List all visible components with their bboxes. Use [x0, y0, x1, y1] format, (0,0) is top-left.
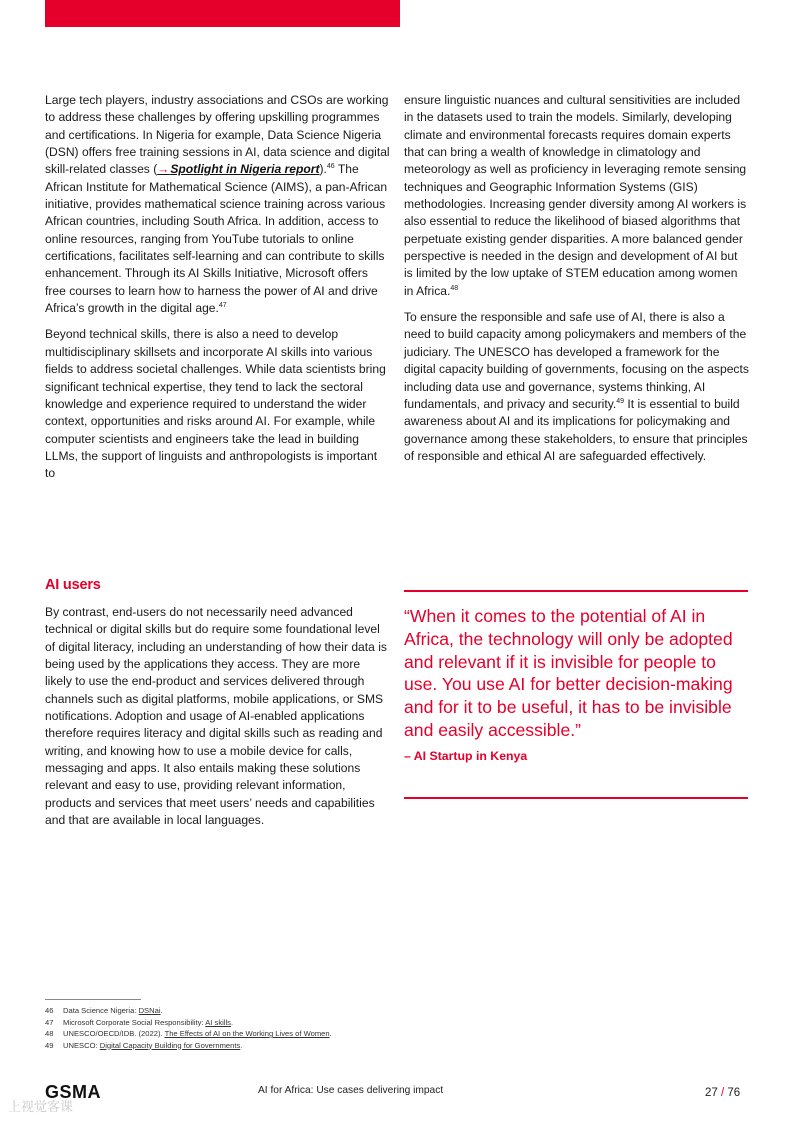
quote-source: – AI Startup in Kenya [404, 748, 528, 763]
ai-users-paragraph: By contrast, end-users do not necessarily need advanced technical or digital skills but do require some foundational level of digital literacy, including an understanding of how their data is being used by the applications they access. They are more likely to use the end-product and services delivered through channels such as digital platforms, mobile applications, or SMS notifications. Adoption and usage of AI-enabled applications therefore requires literacy and digital skills such as reading and writing, and knowing how to use a mobile device for calls, messaging and apps. It also entails making these solutions relevant and easy to use, providing relevant information, products and services that meet users’ needs and capabilities and that are available in local languages. [45, 605, 387, 828]
right-paragraph-1: ensure linguistic nuances and cultural sensitivities are included in the datasets used to train the models. Similarly, developing climate and environmental forecasts requires domain experts that can bring a wealth of knowledge in climatology and meteorology as well as proficiency in leveraging remote sensing techniques and Geographic Information Systems (GIS) methodologies. Increasing gender diversity among AI workers is also essential to reduce the likelihood of biased algorithms that perpetuate existing gender disparities. A more balanced gender perspective is needed in the design and development of AI but is limited by the low uptake of STEM education among women in Africa.$^{48}$ [404, 93, 747, 298]
footnote-link-effects-of-ai[interactable]: The Effects of AI on the Working Lives of Women [164, 1029, 330, 1038]
footnote-link-digital-capacity[interactable]: Digital Capacity Building for Governments [99, 1040, 241, 1050]
footnote-ref-48[interactable]: 48 [450, 284, 459, 292]
left-column [45, 92, 390, 492]
gsma-logo: GSMA [45, 1082, 101, 1102]
right-paragraph-2: To ensure the responsible and safe use of AI, there is also a need to build capacity among policymakers and members of the judiciary. The UNESCO has developed a framework for the digital capacity building of governments, focusing on the aspects including data use and governance, systems thinking, AI fundamentals, and privacy and security.$^{49}$ It is essential to build awareness about AI and its implications for policymaking and governance among these stakeholders, to ensure that principles of responsible and ethical AI are safeguarded effectively. [404, 310, 749, 463]
spotlight-nigeria-link[interactable]: → Spotlight in Nigeria report [157, 162, 320, 177]
top-accent-bar [45, 0, 400, 27]
arrow-right-icon: → [157, 162, 170, 177]
quote-text: “When it comes to the potential of AI in Africa, the technology will only be adopted and relevant if it is invisible for people to use. You use AI for better decision-making and for it to be useful, it has to be invisible and easily accessible.” [404, 606, 733, 740]
footnote-48: 48 UNESCO/OECD/IDB. (2022). The Effects of AI on the Working Lives of Women. [45, 1029, 332, 1038]
footnote-47: 47 Microsoft Corporate Social Responsibility: AI skills. [45, 1017, 234, 1027]
footnote-49: 49 UNESCO: Digital Capacity Building for Governments. [45, 1040, 243, 1050]
footnote-ref-46[interactable]: 46 [326, 163, 335, 171]
page-number: 27 / 76 [705, 1087, 741, 1099]
footer-title: AI for Africa: Use cases delivering impact [258, 1085, 444, 1096]
left-paragraph-1: Large tech players, industry associations and CSOs are working to address these challenges by offering upskilling programmes and certifications. In Nigeria for example, Data Science Nigeria (DSN) offers free training sessions in AI, data science and digital skill-related classes (→ Spotlight in Nigeria report).$^{46}$ The African Institute for Mathematical Science (AIMS), a pan-African initiative, provides mathematical science training across various African countries, including South Africa. In addition, access to online resources, ranging from YouTube tutorials to online certifications, facilitates self-learning and can contribute to skills enhancement. Through its AI Skills Initiative, Microsoft offers free courses to learn how to harness the power of AI and drive Africa’s growth in the digital age.$^{47}$ [45, 93, 390, 316]
footnote-46: 46 Data Science Nigeria: DSNai. [45, 1006, 163, 1015]
footnote-link-dsnai[interactable]: DSNai [138, 1006, 161, 1015]
pull-quote [404, 590, 748, 799]
footnote-ref-47[interactable]: 47 [218, 302, 227, 310]
footnote-divider [45, 999, 141, 1000]
right-column [404, 92, 749, 474]
footnotes [45, 1005, 332, 1051]
watermark: 上视觉客课 [8, 1099, 74, 1114]
footnote-link-ai-skills[interactable]: AI skills [205, 1017, 231, 1027]
left-paragraph-2: Beyond technical skills, there is also a need to develop multidisciplinary skillsets and incorporate AI skills into various fields to address societal challenges. While data scientists bring significant technical expertise, they tend to lack the sectoral knowledge and experience required to understand the wider context, opportunities and risks around AI. For example, while computer scientists and engineers take the lead in building LLMs, the support of linguists and anthropologists is important to [45, 327, 386, 481]
footnote-ref-49[interactable]: 49 [616, 397, 624, 405]
ai-users-heading: AI users [45, 577, 101, 593]
